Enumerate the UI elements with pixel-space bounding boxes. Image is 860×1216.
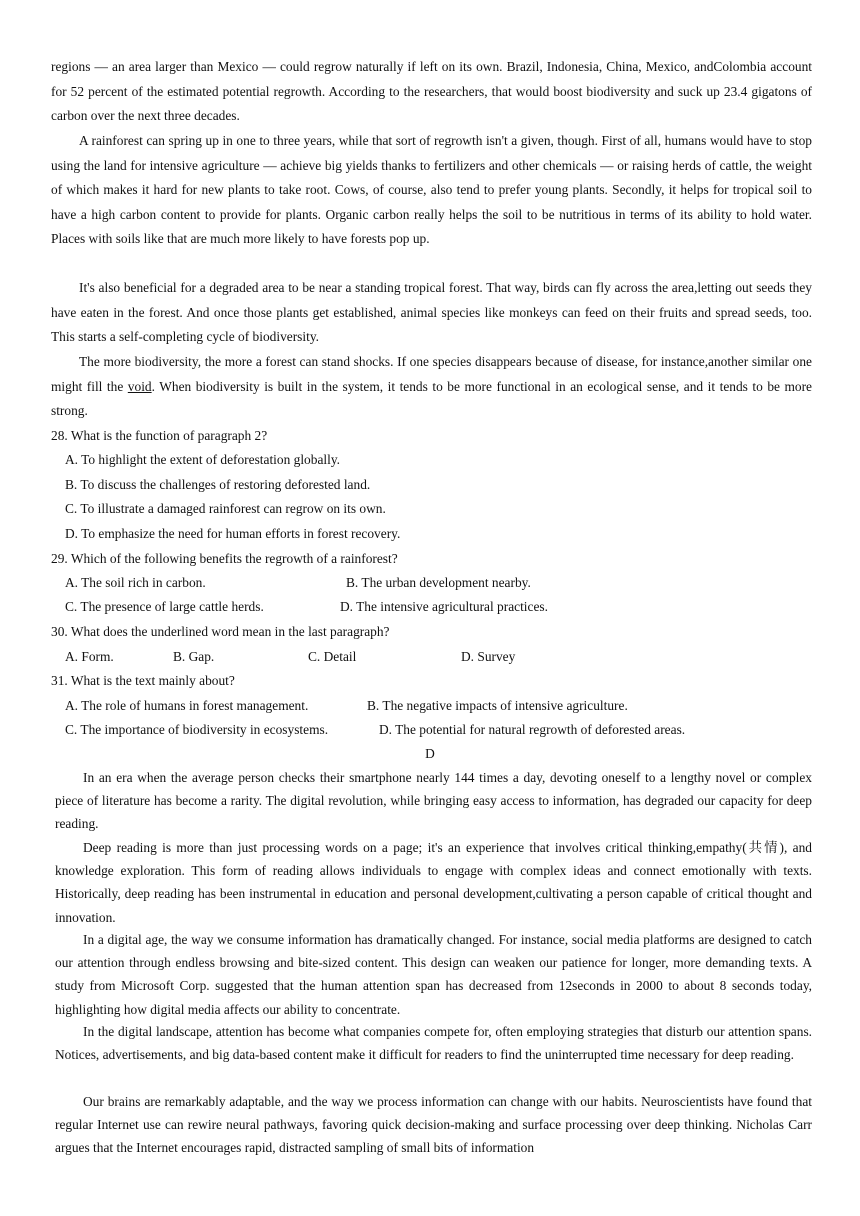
question-28-option-b: B. To discuss the challenges of restoring deforested land. (65, 477, 371, 492)
paragraph-4-text-end: . When biodiversity is built in the system, it tends to be more functional in an ecological sense, and it tends to be more strong. (51, 378, 812, 418)
question-31-option-c: C. The importance of biodiversity in ecosystems. (65, 722, 329, 737)
passage-c-paragraph-1: regions — an area larger than Mexico — could regrow naturally if left on its own. Brazil, Indonesia, China, Mexico, andColombia account for 52 percent of the estimated potential regrowth. According to the researchers, that would boost biodiversity and suck up 23.4 gigatons of carbon over the next three decades. (51, 59, 812, 123)
question-29-stem: 29. Which of the following benefits the regrowth of a rainforest? (51, 551, 398, 566)
paragraph-4-text-start: The more biodiversity, the more a forest can stand shocks. If one species disappears because of disease, for instance,another similar one might fill the (51, 354, 812, 394)
passage-c-paragraph-3: It's also beneficial for a degraded area to be near a standing tropical forest. That way, birds can fly across the area,letting out seeds they have eaten in the forest. And once those plants get established, animal species like monkeys can feed on their fruits and spread seeds, too. This starts a self-completing cycle of biodiversity. (51, 280, 812, 344)
passage-d-heading: D (425, 746, 435, 761)
question-28-option-d: D. To emphasize the need for human efforts in forest recovery. (65, 526, 401, 541)
question-30-option-c: C. Detail (308, 649, 357, 664)
question-31-stem: 31. What is the text mainly about? (51, 673, 235, 688)
question-30-option-b: B. Gap. (173, 649, 215, 664)
passage-d-paragraph-3: In a digital age, the way we consume information has dramatically changed. For instance, social media platforms are designed to catch our attention through endless browsing and bite-sized content. This design can weaken our patience for longer, more demanding texts. A study from Microsoft Corp. suggested that the human attention span has decreased from 12seconds in 2000 to about 8 seconds today, highlighting how digital media affects our ability to concentrate. (55, 932, 812, 1017)
underlined-word-void: void (127, 378, 152, 394)
question-29-option-d: D. The intensive agricultural practices. (340, 599, 548, 614)
passage-d-paragraph-1: In an era when the average person checks their smartphone nearly 144 times a day, devoting oneself to a lengthy novel or complex piece of literature has become a rarity. The digital revolution, while bringing easy access to information, has degraded our capacity for deep reading. (55, 770, 812, 832)
question-29-option-b: B. The urban development nearby. (346, 575, 531, 590)
question-30-stem: 30. What does the underlined word mean in the last paragraph? (51, 624, 390, 639)
question-30-option-d: D. Survey (461, 649, 516, 664)
question-29-option-a: A. The soil rich in carbon. (65, 575, 206, 590)
passage-d-paragraph-2: Deep reading is more than just processing words on a page; it's an experience that involves critical thinking,empathy(共情), and knowledge exploration. This form of reading allows individuals to engage with complex ideas and connect emotionally with texts. Historically, deep reading has been instrumental in education and personal development,cultivating a person capable of critical thought and innovation. (55, 840, 812, 925)
passage-d-paragraph-5: Our brains are remarkably adaptable, and the way we process information can change with our habits. Neuroscientists have found that regular Internet use can rewire neural pathways, favoring quick decision-making and surface processing over deep thinking. Nicholas Carr argues that the Internet encourages rapid, distracted sampling of small bits of information (55, 1094, 812, 1156)
passage-c-paragraph-4 (51, 350, 812, 424)
passage-c-paragraph-2: A rainforest can spring up in one to three years, while that sort of regrowth isn't a given, though. First of all, humans would have to stop using the land for intensive agriculture — achieve big yields thanks to fertilizers and other chemicals — or raising herds of cattle, the weight of which makes it hard for new plants to take root. Cows, of course, also tend to prefer young plants. Secondly, it helps for tropical soil to have a high carbon content to provide for plants. Organic carbon really helps the soil to be nutritious in terms of its ability to hold water. Places with soils like that are much more likely to have forests pop up. (51, 133, 812, 246)
question-29-option-c: C. The presence of large cattle herds. (65, 599, 264, 614)
passage-d-paragraph-4: In the digital landscape, attention has become what companies compete for, often employing strategies that disturb our attention spans. Notices, advertisements, and big data-based content make it difficult for readers to find the uninterrupted time necessary for deep reading. (55, 1024, 812, 1063)
question-28-option-c: C. To illustrate a damaged rainforest can regrow on its own. (65, 501, 386, 516)
question-31-option-b: B. The negative impacts of intensive agriculture. (367, 698, 628, 713)
question-28-option-a: A. To highlight the extent of deforestation globally. (65, 452, 341, 467)
question-31-option-a: A. The role of humans in forest management. (65, 698, 309, 713)
question-28-stem: 28. What is the function of paragraph 2? (51, 428, 268, 443)
question-31-option-d: D. The potential for natural regrowth of deforested areas. (379, 722, 686, 737)
question-30-option-a: A. Form. (65, 649, 114, 664)
